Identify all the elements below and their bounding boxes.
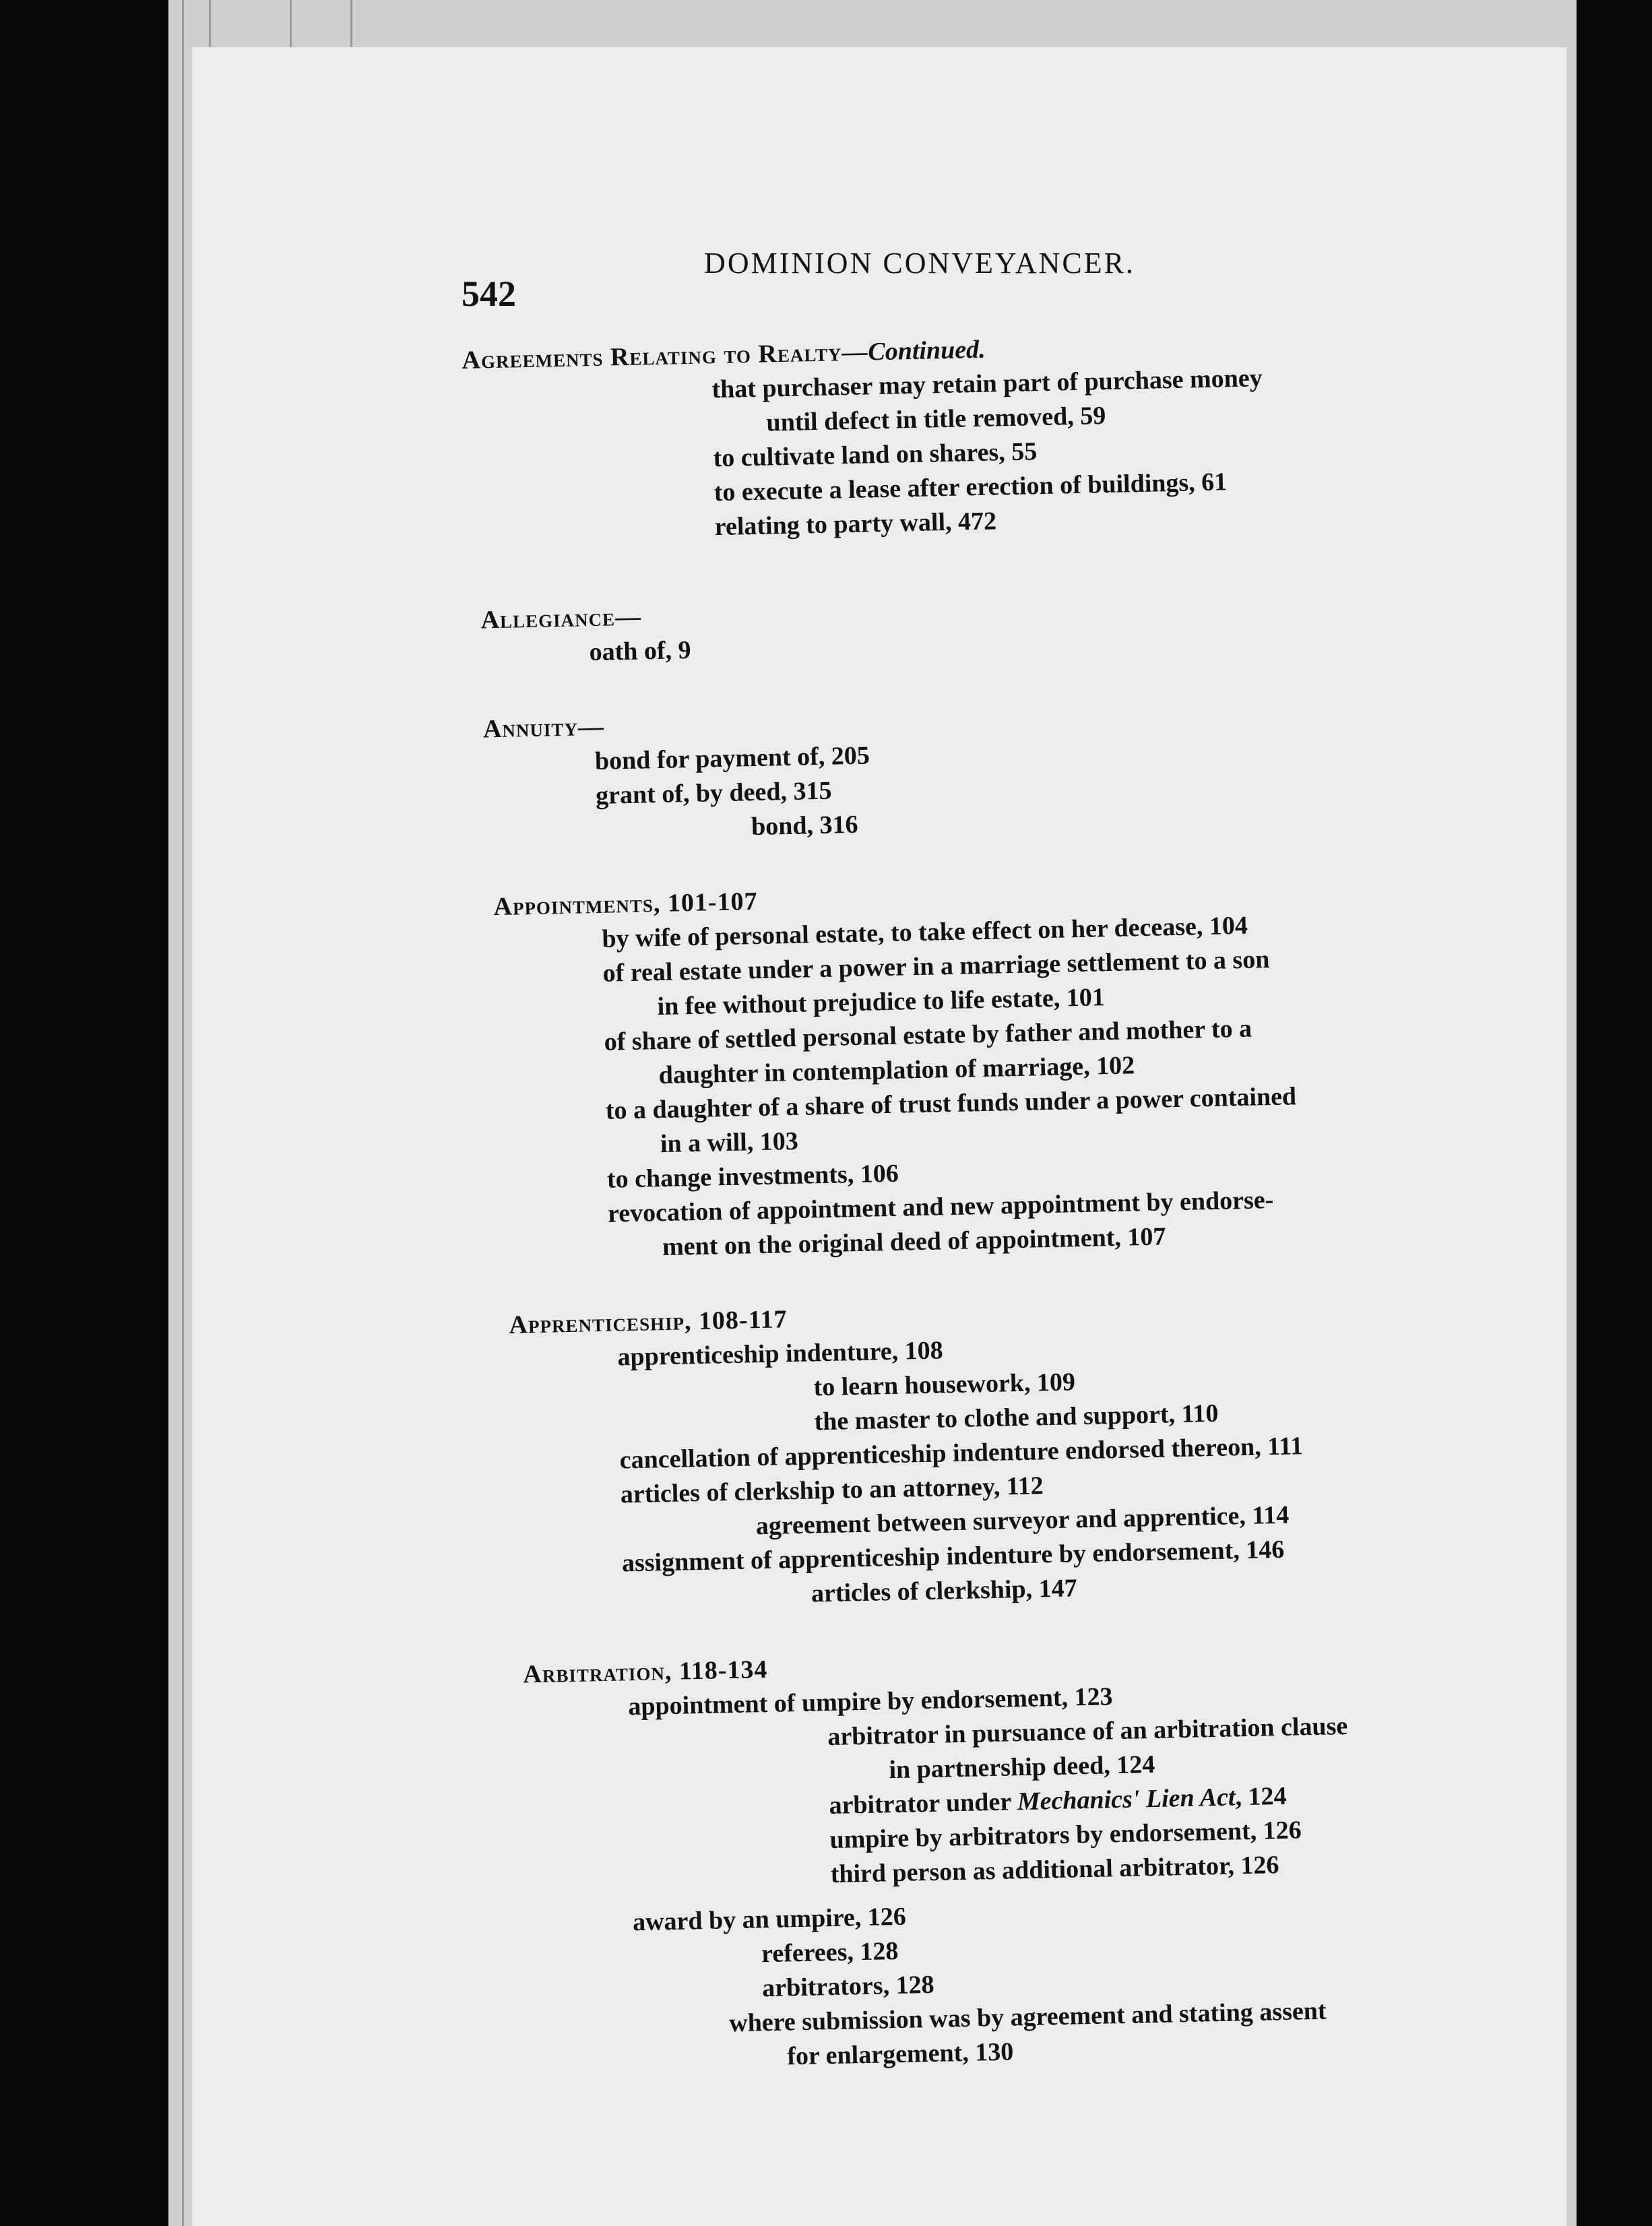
sub-entry: by wife of personal estate, to take effect on her decease, 104 [602, 911, 1248, 953]
sub-entry: articles of clerkship to an attorney, 112 [620, 1471, 1044, 1509]
act-title: Mechanics' Lien Act [1017, 1783, 1236, 1816]
running-head: DOMINION CONVEYANCER. [704, 247, 1135, 280]
entry-heading: Arbitration, 118-134 [522, 1655, 768, 1689]
sub-entry: that purchaser may retain part of purchase money [711, 364, 1263, 404]
sub-entry: in fee without prejudice to life estate, 101 [657, 983, 1106, 1021]
index-entry-appointments [473, 871, 1424, 1269]
sub-entry: relating to party wall, 472 [714, 507, 997, 542]
sub-entry: award by an umpire, 126 [632, 1902, 907, 1937]
index-entry-arbitration [489, 1639, 1441, 2080]
sub-entry: arbitrator in pursuance of an arbitration clause [827, 1711, 1348, 1752]
sub-entry: grant of, by deed, 315 [595, 776, 832, 810]
book-page [192, 47, 1566, 2226]
sub-entry: ment on the original deed of appointment, 107 [662, 1222, 1166, 1262]
sub-entry: revocation of appointment and new appointment by endorse- [607, 1186, 1274, 1228]
sub-entry: in a will, 103 [660, 1126, 799, 1159]
entry-heading: Agreements Relating to Realty— [462, 338, 868, 375]
entry-heading: Appointments, 101-107 [493, 887, 759, 922]
sub-entry: daughter in contemplation of marriage, 102 [658, 1051, 1135, 1090]
entry-heading: Apprenticeship, 108-117 [509, 1305, 788, 1339]
index-body [462, 324, 1442, 2121]
sub-entry: the master to clothe and support, 110 [814, 1399, 1219, 1436]
sub-entry: agreement between surveyor and apprentice, 114 [755, 1500, 1290, 1541]
page-number: 542 [462, 274, 516, 314]
sub-entry: for enlargement, 130 [786, 2037, 1014, 2071]
sub-entry: of real estate under a power in a marriage settlement to a son [602, 945, 1270, 988]
page-edge-line [182, 0, 184, 2226]
sub-entry: articles of clerkship, 147 [811, 1574, 1078, 1608]
sub-entry: appointment of umpire by endorsement, 123 [627, 1682, 1113, 1721]
sub-entry: to cultivate land on shares, 55 [713, 437, 1038, 473]
index-entry-apprenticeship [482, 1289, 1431, 1618]
continued-label: Continued. [867, 335, 986, 367]
sub-entry: bond for payment of, 205 [594, 741, 870, 775]
sub-entry: cancellation of apprenticeship indenture endorsed thereon, 111 [619, 1432, 1304, 1475]
sub-entry: arbitrators, 128 [761, 1970, 934, 2003]
index-entry-agreements [462, 324, 1409, 550]
sub-entry: bond, 316 [751, 810, 858, 841]
sub-entry: to a daughter of a share of trust funds under a power contained [605, 1082, 1297, 1125]
page-header [462, 246, 1378, 327]
index-entry-annuity [469, 693, 1415, 850]
sub-entry: apprenticeship indenture, 108 [617, 1336, 944, 1372]
sub-entry: oath of, 9 [589, 635, 691, 667]
sub-entry: until defect in title removed, 59 [766, 402, 1106, 437]
sub-entry: of share of settled personal estate by father and mother to a [604, 1014, 1252, 1056]
sub-entry: umpire by arbitrators by endorsement, 126 [829, 1816, 1302, 1855]
sub-entry: where submission was by agreement and stating assent [728, 1996, 1327, 2038]
entry-heading: Annuity— [482, 712, 605, 744]
sub-entry: to change investments, 106 [606, 1159, 899, 1194]
sub-entry: to execute a lease after erection of buildings, 61 [713, 468, 1228, 507]
sub-entry: assignment of apprenticeship indenture by endorsement, 146 [621, 1535, 1285, 1578]
sub-entry: third person as additional arbitrator, 126 [830, 1851, 1279, 1889]
sub-entry: in partnership deed, 124 [889, 1750, 1155, 1785]
sub-entry: to learn housework, 109 [813, 1368, 1076, 1402]
index-entry-allegiance [467, 584, 1411, 672]
entry-heading: Allegiance— [480, 602, 642, 635]
sub-entry: referees, 128 [761, 1936, 899, 1969]
sub-entry-mechanics-lien: arbitrator under Mechanics' Lien Act, 124 [829, 1781, 1287, 1820]
